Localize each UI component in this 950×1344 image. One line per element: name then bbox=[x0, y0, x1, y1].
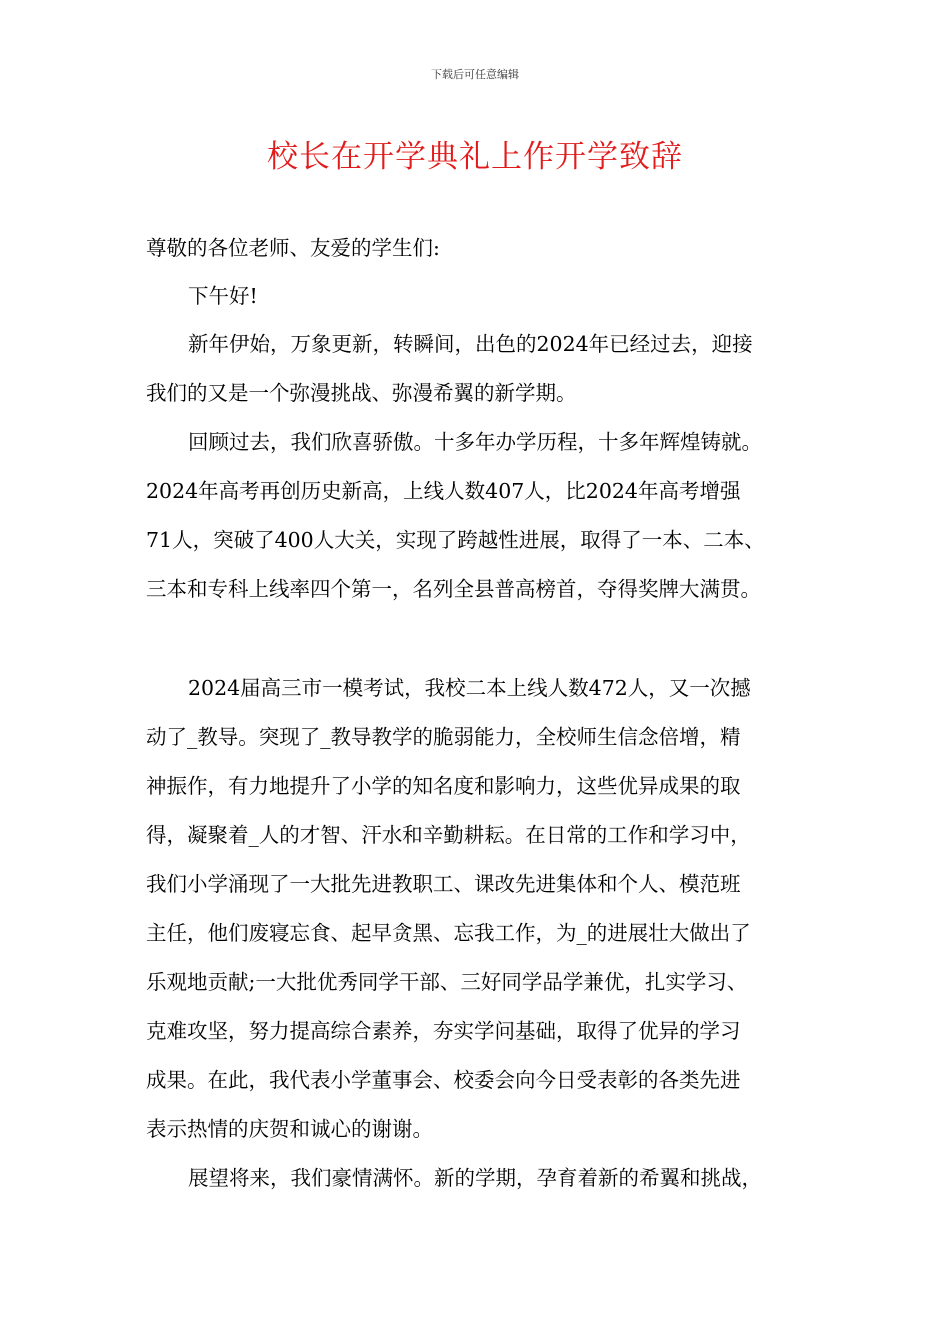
paragraph-line: 主任，他们废寝忘食、起早贪黑、忘我工作，为_的进展壮大做出了 bbox=[146, 921, 751, 945]
paragraph-outlook bbox=[146, 1154, 810, 1203]
salutation bbox=[146, 224, 810, 273]
paragraph-line: 成果。在此，我代表小学董事会、校委会向今日受表彰的各类先进 bbox=[146, 1068, 741, 1092]
header-watermark: 下载后可任意编辑 bbox=[431, 68, 519, 81]
paragraph-line: 表示热情的庆贺和诚心的谢谢。 bbox=[146, 1117, 433, 1141]
salutation-text: 尊敬的各位老师、友爱的学生们: bbox=[146, 236, 440, 260]
greeting-text: 下午好! bbox=[188, 284, 258, 308]
paragraph-intro bbox=[146, 320, 810, 418]
paragraph-review bbox=[146, 418, 810, 614]
paragraph-line: 新年伊始，万象更新，转瞬间，出色的2024年已经过去，迎接 bbox=[188, 332, 753, 356]
paragraph-line: 神振作，有力地提升了小学的知名度和影响力，这些优异成果的取 bbox=[146, 774, 741, 798]
paragraph-line: 2024届高三市一模考试，我校二本上线人数472人，又一次撼 bbox=[188, 676, 751, 700]
paragraph-line: 动了_教导。突现了_教导教学的脆弱能力，全校师生信念倍增，精 bbox=[146, 725, 741, 749]
document-title: 校长在开学典礼上作开学致辞 bbox=[267, 139, 683, 175]
paragraph-line: 回顾过去，我们欣喜骄傲。十多年办学历程，十多年辉煌铸就。 bbox=[188, 430, 762, 454]
paragraph-line: 2024年高考再创历史新高，上线人数407人，比2024年高考增强 bbox=[146, 479, 741, 503]
paragraph-line: 我们小学涌现了一大批先进教职工、课改先进集体和个人、模范班 bbox=[146, 872, 741, 896]
paragraph-line: 71人，突破了400人大关，实现了跨越性进展，取得了一本、二本、 bbox=[146, 528, 765, 552]
paragraph-line: 乐观地贡献;一大批优秀同学干部、三好同学品学兼优，扎实学习、 bbox=[146, 970, 748, 994]
paragraph-line: 三本和专科上线率四个第一，名列全县普高榜首，夺得奖牌大满贯。 bbox=[146, 577, 761, 601]
paragraph-line: 展望将来，我们豪情满怀。新的学期，孕育着新的希翼和挑战， bbox=[188, 1166, 762, 1190]
greeting bbox=[146, 272, 810, 321]
paragraph-line: 我们的又是一个弥漫挑战、弥漫希翼的新学期。 bbox=[146, 381, 577, 405]
paragraph-line: 克难攻坚，努力提高综合素养，夯实学问基础，取得了优异的学习 bbox=[146, 1019, 741, 1043]
paragraph-line: 得，凝聚着_人的才智、汗水和辛勤耕耘。在日常的工作和学习中， bbox=[146, 823, 751, 847]
paragraph-achievements bbox=[146, 664, 810, 1154]
